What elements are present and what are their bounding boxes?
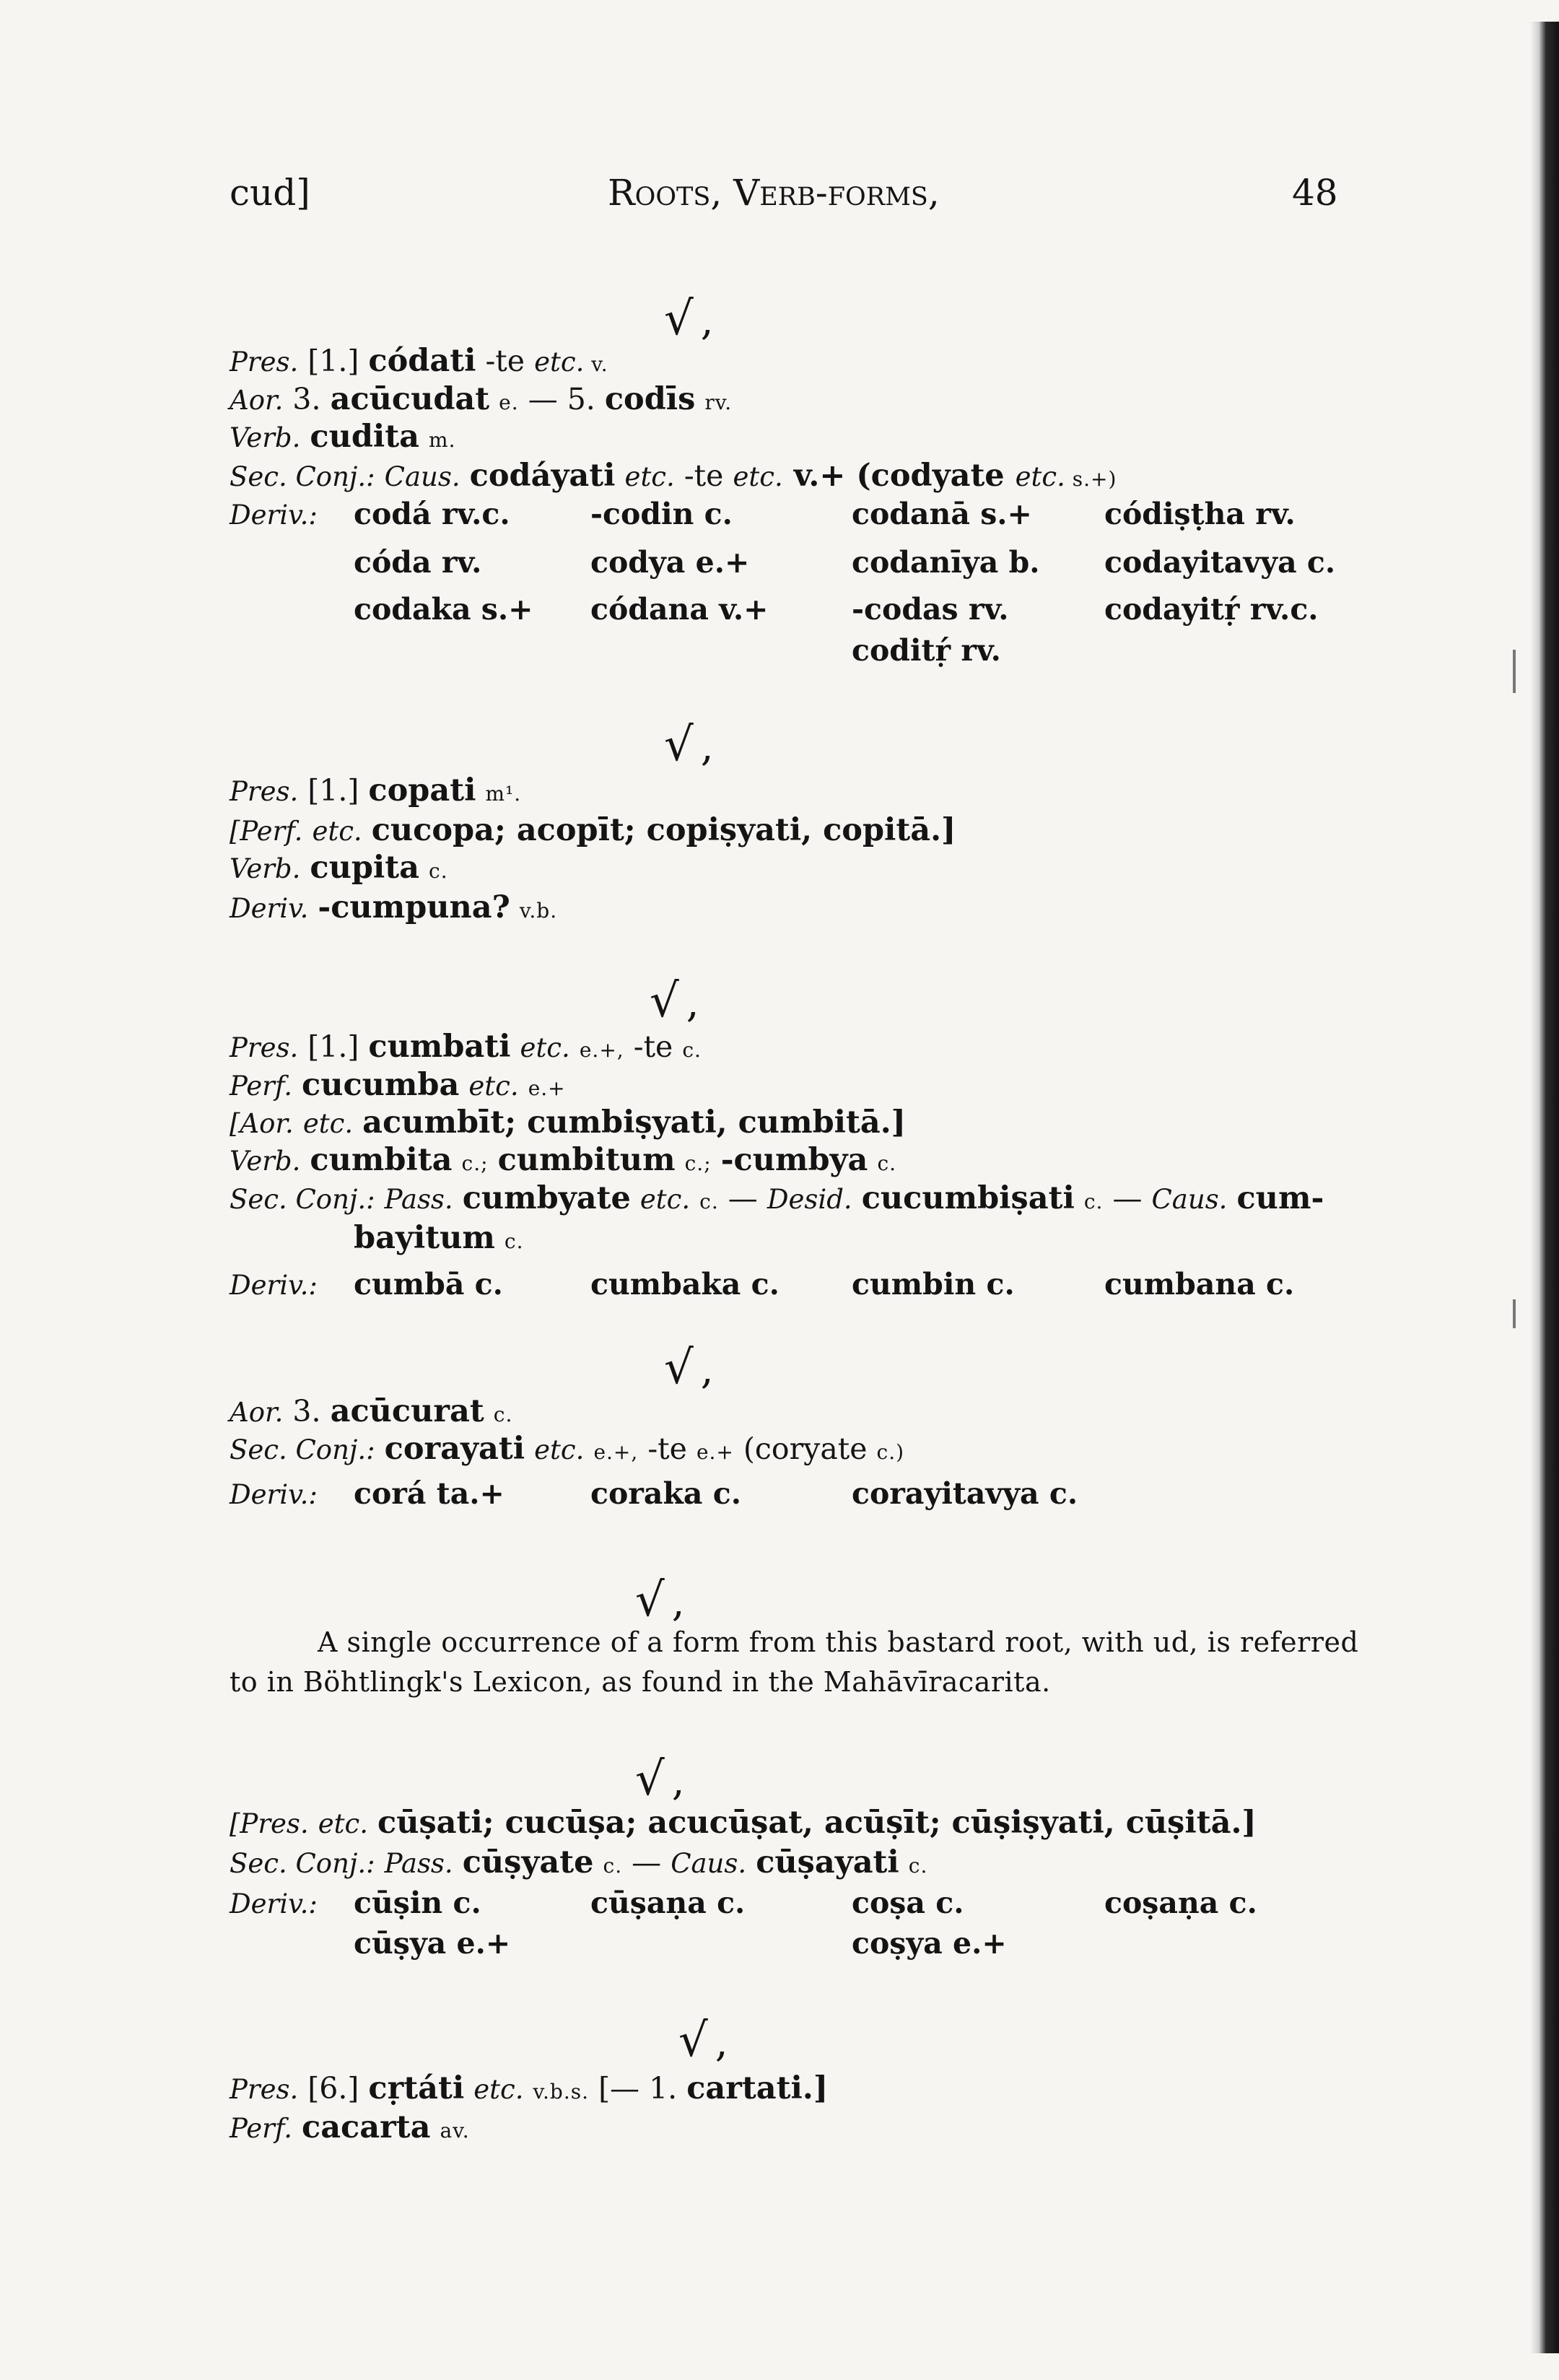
source-abbrev: s.+) [1065,467,1117,491]
entry-line [230,1431,904,1467]
source-abbrev: c. [429,859,448,883]
grammar-label: Caus. [1151,1184,1228,1215]
etc-abbrev: etc. [733,461,783,492]
line-text [308,890,318,925]
entry-line [230,343,608,379]
source-abbrev: c. [908,1854,928,1878]
line-text: -te [638,1431,696,1466]
derivative-form: corá ta.+ [354,1476,505,1511]
line-text [375,458,385,493]
verb-form: corayati [384,1431,525,1467]
line-text: -te [476,344,535,378]
root-separator: , [686,980,699,1026]
verb-form: cudita [310,419,419,455]
root-separator: , [671,1758,685,1805]
derivative-form: -codas rv. [852,592,1009,627]
source-abbrev: e.+ [696,1440,734,1464]
line-text: (coryate [733,1431,877,1466]
line-text [712,1143,721,1177]
line-text: -te [674,458,733,493]
line-text [464,2071,473,2106]
verb-form: v.+ (codyate [782,458,1016,494]
line-text [695,382,704,417]
line-text [746,1845,756,1880]
line-text [300,419,310,454]
verb-form: bayitum [354,1220,495,1256]
radical-sign-icon: √ [650,975,679,1028]
deriv-label: Deriv.: [230,500,318,531]
etc-abbrev: etc. [468,1071,519,1102]
source-abbrev: m. [429,428,456,452]
root-separator: , [700,297,714,344]
line-text [690,1181,699,1216]
etc-abbrev: etc. [302,1108,354,1139]
page-edge-shadow [1530,22,1559,2353]
verb-form: acūcudat [330,381,490,417]
grammar-label: Desid. [767,1184,852,1215]
derivative-form: cumbin c. [852,1267,1015,1302]
source-abbrev: c.; [684,1151,712,1175]
radical-sign-icon: √ [664,1341,694,1395]
entry-line [230,889,557,925]
root-heading [664,718,714,772]
grammar-label: Verb. [230,422,301,453]
line-text [484,1394,494,1429]
edge-mark [1513,650,1516,693]
etc-abbrev: etc. [639,1184,691,1215]
derivative-form: codaka s.+ [354,592,533,627]
line-text [430,2110,440,2145]
line-text [676,1143,685,1177]
entry-line [230,1844,927,1880]
line-text [460,458,470,493]
line-text [368,1805,377,1840]
derivative-form: codayitavya c. [1104,545,1336,580]
page-number: 48 [1292,172,1338,214]
radical-sign-icon: √ [635,1753,665,1806]
source-abbrev: c. [877,1151,897,1175]
derivative-form: cūṣaṇa c. [590,1886,746,1920]
line-text [302,813,312,847]
source-abbrev: av. [440,2119,470,2143]
line-text [362,813,372,847]
line-text: -te [624,1029,683,1064]
etc-abbrev: etc. [318,1808,368,1839]
grammar-label: Sec. Conj.: [230,1848,375,1879]
line-text [419,850,429,885]
grammar-label: Deriv. [230,893,309,924]
entry-line [230,1180,1324,1216]
edge-mark [1513,1299,1516,1328]
entry-line [230,1393,512,1429]
grammar-label: Caus. [384,461,460,492]
radical-sign-icon: √ [664,292,694,346]
entry-line [354,1220,524,1256]
line-text [300,850,310,885]
entry-line [230,850,448,886]
derivative-form: codá rv.c. [354,497,510,531]
derivative-form: coṣaṇa c. [1104,1886,1257,1920]
line-text [631,1181,640,1216]
root-separator: , [700,1346,714,1393]
root-separator: , [671,1579,685,1626]
line-text [375,1431,385,1466]
derivative-form: coraka c. [590,1476,741,1511]
source-abbrev: v. [584,352,608,376]
source-abbrev: rv. [704,391,733,414]
grammar-label: Pass. [384,1848,453,1879]
entry-line [230,419,455,455]
entry-line [230,772,521,808]
verb-form: cumbita [310,1142,453,1178]
line-text [309,1805,318,1840]
verb-form: acumbīt; cumbiṣyati, cumbitā.] [362,1104,907,1141]
line-text [616,458,625,493]
line-text [459,1068,468,1102]
line-text [1227,1181,1236,1216]
line-text [510,890,520,925]
etc-abbrev: etc. [312,816,362,847]
entry-line [230,1067,566,1103]
verb-form: cacarta [302,2109,431,2145]
etc-abbrev: etc. [473,2074,524,2105]
source-abbrev: c.; [461,1151,489,1175]
verb-form: codáyati [469,458,616,494]
running-head-root: cud] [230,172,310,214]
grammar-label: Pres. [230,346,299,378]
line-text [489,382,499,417]
derivative-form: codya e.+ [590,545,750,580]
grammar-label: [Pres. [230,1808,309,1839]
derivative-form: codayitṛ́ rv.c. [1104,592,1319,627]
verb-form: cucumba [302,1067,460,1103]
line-text [419,419,429,454]
grammar-label: Pres. [230,1032,299,1063]
line-text [353,1105,362,1140]
grammar-label: Pres. [230,2074,299,2105]
derivative-form: coṣa c. [852,1886,964,1920]
entry-line [230,1805,1257,1841]
deriv-label: Deriv.: [230,1888,318,1919]
radical-sign-icon: √ [635,1574,665,1627]
verb-form: cartati.] [686,2070,829,2106]
line-text [495,1221,505,1255]
prose-line: A single occurrence of a form from this bastard root, with ud, is referred [318,1626,1359,1658]
derivative-form: cūṣin c. [354,1886,481,1920]
entry-line [230,1104,906,1141]
grammar-label: Caus. [671,1848,747,1879]
line-text: [— 1. [589,2071,687,2106]
root-heading [664,292,714,346]
line-text [899,1845,909,1880]
line-text: 3. [283,382,331,417]
derivative-form: codanā s.+ [852,497,1032,531]
line-text [294,1105,303,1140]
line-text [852,1181,862,1216]
source-abbrev: e.+, [579,1038,624,1062]
etc-abbrev: etc. [534,1434,585,1465]
source-abbrev: e. [499,391,519,414]
line-text: [1.] [298,344,369,378]
source-abbrev: c. [493,1403,513,1426]
line-text [519,1068,528,1102]
verb-form: cumbati [368,1029,511,1065]
verb-form: cūṣati; cucūṣa; acucūṣat, acūṣīt; cūṣiṣyati, cūṣitā.] [377,1805,1257,1841]
verb-form: cum- [1236,1180,1324,1216]
verb-form: cumbitum [497,1142,676,1178]
verb-form: codīs [604,381,696,417]
etc-abbrev: etc. [520,1032,570,1063]
prose-line: to in Böhtlingk's Lexicon, as found in the Mahāvīracarita. [230,1666,1051,1698]
line-text [292,2110,302,2145]
line-text [375,1181,385,1216]
source-abbrev: e.+, [593,1440,639,1464]
source-abbrev: c. [699,1190,719,1213]
line-text [570,1029,580,1064]
line-text: 3. [283,1394,331,1429]
grammar-label: Verb. [230,1146,301,1177]
line-text: [1.] [298,1029,369,1064]
line-text [593,1845,603,1880]
derivative-form: -codin c. [590,497,733,531]
source-abbrev: c. [682,1038,702,1062]
derivative-form: códa rv. [354,545,482,580]
radical-sign-icon: √ [664,718,694,772]
entry-line [230,458,1117,494]
entry-line [230,1142,896,1178]
grammar-label: Sec. Conj.: [230,1434,375,1465]
line-text [292,1068,302,1102]
source-abbrev: v.b. [519,899,558,923]
grammar-label: [Perf. [230,816,303,847]
source-abbrev: c.) [876,1440,905,1464]
grammar-label: Sec. Conj.: [230,461,375,492]
grammar-label: [Aor. [230,1108,294,1139]
entry-line [230,2109,470,2145]
grammar-label: Perf. [230,2113,292,2144]
verb-form: acūcurat [330,1393,484,1429]
root-heading [650,975,699,1028]
grammar-label: Aor. [230,385,284,416]
line-text: [6.] [298,2071,369,2106]
etc-abbrev: etc. [624,461,675,492]
derivative-form: cūṣya e.+ [354,1926,511,1961]
line-text [1075,1181,1084,1216]
etc-abbrev: etc. [534,346,585,378]
derivative-form: coditṛ́ rv. [852,633,1001,668]
verb-form: cumbyate [462,1180,631,1216]
line-text [476,773,485,808]
verb-form: -cumbya [720,1142,868,1178]
root-separator: , [715,2019,728,2066]
derivative-form: cumbā c. [354,1267,503,1302]
deriv-label: Deriv.: [230,1270,318,1301]
derivative-form: cumbana c. [1104,1267,1295,1302]
grammar-label: Verb. [230,853,301,884]
verb-form: códati [368,343,476,379]
source-abbrev: m¹. [485,782,522,806]
derivative-form: coṣya e.+ [852,1926,1007,1961]
entry-line [230,2070,828,2106]
entry-line [230,381,732,417]
source-abbrev: v.b.s. [533,2080,590,2104]
source-abbrev: c. [603,1854,623,1878]
line-text [375,1845,385,1880]
line-text: — [622,1845,671,1880]
line-text [525,1431,534,1466]
grammar-label: Pres. [230,776,299,807]
radical-sign-icon: √ [678,2014,708,2067]
verb-form: cṛtáti [368,2070,465,2106]
source-abbrev: c. [1083,1190,1104,1213]
verb-form: cupita [310,850,419,886]
line-text [300,1143,310,1177]
root-heading [678,2014,728,2067]
grammar-label: Perf. [230,1071,292,1102]
line-text [584,1431,593,1466]
derivative-form: códana v.+ [590,592,769,627]
derivative-form: códiṣṭha rv. [1104,497,1296,531]
root-separator: , [700,723,714,770]
line-text: — [718,1181,767,1216]
grammar-label: Sec. Conj.: [230,1184,375,1215]
line-text [523,2071,533,2106]
verb-form: copati [368,772,476,808]
derivative-form: corayitavya c. [852,1476,1078,1511]
entry-line [230,1029,702,1065]
line-text [453,1181,463,1216]
grammar-label: Aor. [230,1397,284,1428]
root-heading [635,1753,685,1806]
grammar-label: Pass. [384,1184,453,1215]
derivative-form: cumbaka c. [590,1267,780,1302]
root-heading [635,1574,685,1627]
verb-form: cūṣayati [756,1844,899,1880]
etc-abbrev: etc. [1015,461,1065,492]
derivative-form: codanīya b. [852,545,1040,580]
source-abbrev: e.+ [528,1076,566,1100]
root-heading [664,1341,714,1395]
running-head-title: Roots, Verb-forms, [608,172,940,214]
entry-line [230,812,956,848]
line-text: — [1103,1181,1152,1216]
source-abbrev: c. [504,1229,524,1253]
verb-form: cucumbiṣati [861,1180,1075,1216]
line-text [868,1143,877,1177]
line-text: [1.] [298,773,369,808]
line-text [453,1845,463,1880]
line-text [511,1029,520,1064]
line-text: — 5. [518,382,605,417]
verb-form: -cumpuna? [318,889,510,925]
line-text [489,1143,498,1177]
line-text [452,1143,461,1177]
verb-form: cucopa; acopīt; copiṣyati, copitā.] [371,812,956,848]
deriv-label: Deriv.: [230,1479,318,1510]
verb-form: cūṣyate [462,1844,594,1880]
